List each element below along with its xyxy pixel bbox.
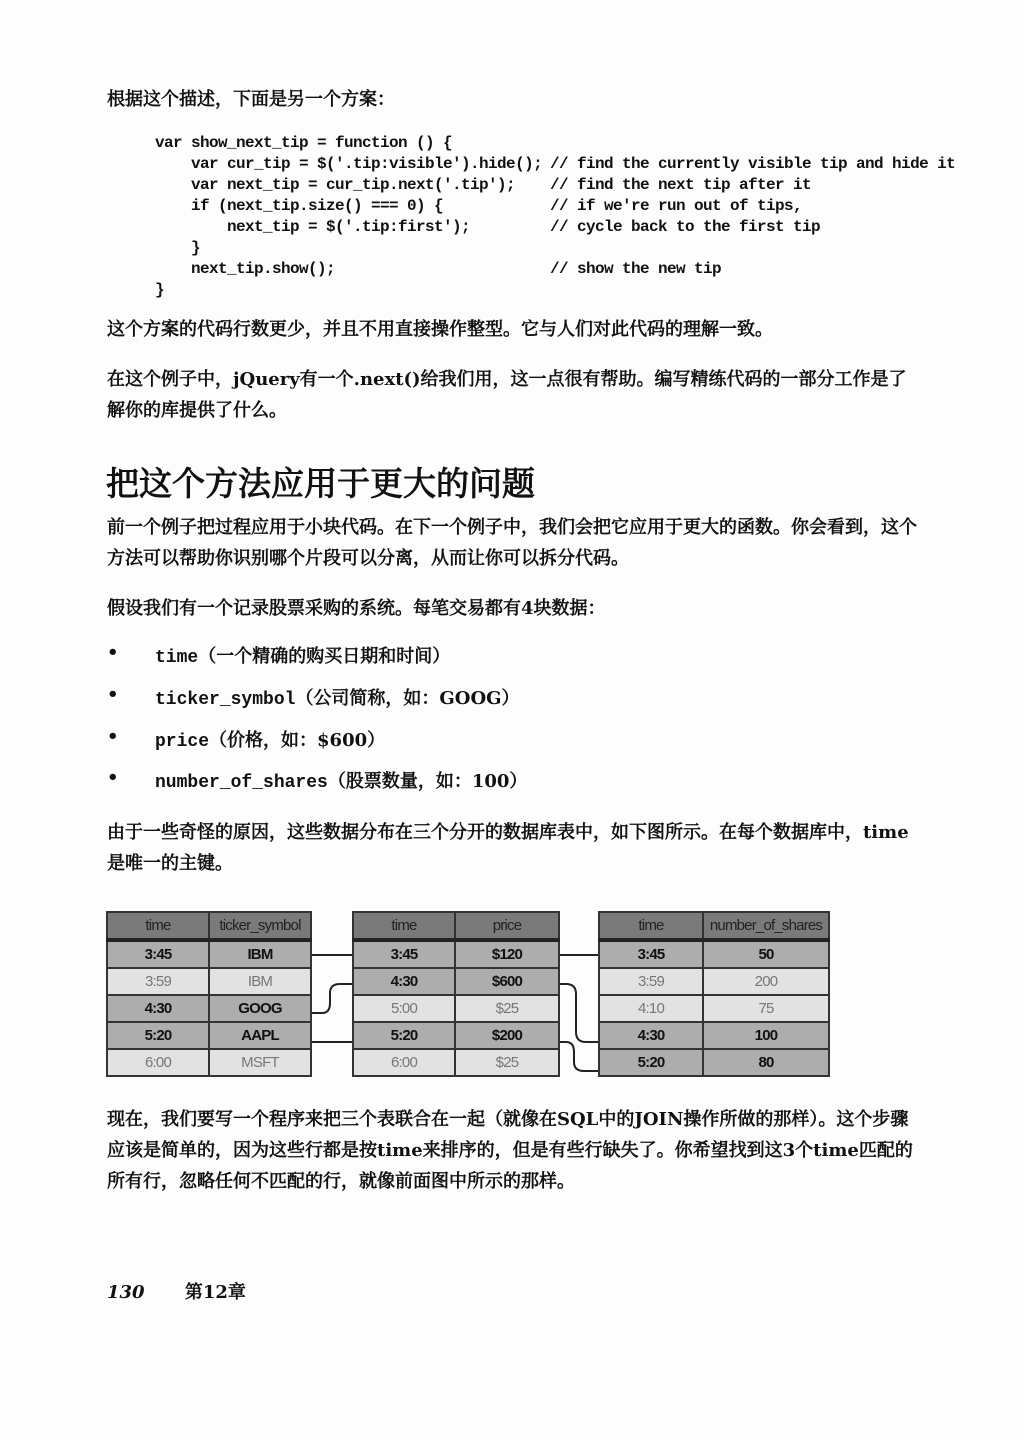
table-cell: $200 xyxy=(455,1022,559,1049)
column-header: time xyxy=(599,912,703,940)
table-cell: IBM xyxy=(209,940,311,968)
column-header: price xyxy=(455,912,559,940)
table-cell: $120 xyxy=(455,940,559,968)
code-text: next_tip = $('.tip:first'); xyxy=(155,218,471,236)
field-name: number_of_shares xyxy=(155,773,328,793)
field-description: （价格，如：$600） xyxy=(209,730,386,751)
bullet-icon: • xyxy=(107,767,119,788)
code-text: } xyxy=(155,239,201,257)
table-cell: AAPL xyxy=(209,1022,311,1049)
table-row xyxy=(353,940,559,968)
code-text: var cur_tip = $('.tip:visible').hide(); xyxy=(155,155,543,173)
table-cell: MSFT xyxy=(209,1049,311,1076)
column-header: ticker_symbol xyxy=(209,912,311,940)
table-cell: 3:45 xyxy=(353,940,455,968)
table-header xyxy=(599,912,829,940)
connector-line xyxy=(556,984,598,1042)
code-text: if (next_tip.size() === 0) { xyxy=(155,197,444,215)
connector-line xyxy=(308,984,352,1013)
table-cell: 75 xyxy=(703,995,829,1022)
table-cell: 4:10 xyxy=(599,995,703,1022)
connector-line xyxy=(556,1042,598,1071)
code-text: var next_tip = cur_tip.next('.tip'); xyxy=(155,176,516,194)
paragraph: 这个方案的代码行数更少，并且不用直接操作整型。它与人们对此代码的理解一致。 xyxy=(107,319,773,340)
paragraph: 在这个例子中，jQuery有一个.next()给我们用，这一点很有帮助。编写精练代码的一部分工作是了解你的库提供了什么。 xyxy=(107,369,907,421)
paragraph: 前一个例子把过程应用于小块代码。在下一个例子中，我们会把它应用于更大的函数。你会看到，这个方法可以帮助你识别哪个片段可以分离，从而让你可以拆分代码。 xyxy=(107,517,917,569)
table-row xyxy=(353,1049,559,1076)
field-name: price xyxy=(155,732,210,752)
table-cell: 4:30 xyxy=(107,995,209,1022)
field-name: time xyxy=(155,648,199,668)
code-comment: // if we're run out of tips, xyxy=(550,197,803,215)
table-row xyxy=(107,995,311,1022)
page-footer xyxy=(107,1278,246,1304)
data-table xyxy=(106,911,312,1077)
field-description: （公司简称，如：GOOG） xyxy=(295,688,520,709)
table-row xyxy=(599,995,829,1022)
paragraph: 由于一些奇怪的原因，这些数据分布在三个分开的数据库表中，如下图所示。在每个数据库中，time是唯一的主键。 xyxy=(107,822,909,874)
code-comment: // find the currently visible tip and hide it xyxy=(550,155,956,173)
table-row xyxy=(599,1022,829,1049)
table-cell: $25 xyxy=(455,1049,559,1076)
table-cell: $25 xyxy=(455,995,559,1022)
column-header: number_of_shares xyxy=(703,912,829,940)
table-cell: 3:59 xyxy=(599,968,703,995)
table-row xyxy=(107,1049,311,1076)
page-number: 130 xyxy=(107,1282,145,1303)
section-heading: 把这个方法应用于更大的问题 xyxy=(106,464,535,503)
table-cell: 3:59 xyxy=(107,968,209,995)
column-header: time xyxy=(107,912,209,940)
field-description: （一个精确的购买日期和时间） xyxy=(198,646,451,667)
bullet-icon: • xyxy=(107,684,119,705)
table-cell: IBM xyxy=(209,968,311,995)
code-comment: // cycle back to the first tip xyxy=(550,218,821,236)
table-cell: 6:00 xyxy=(353,1049,455,1076)
table-cell: 5:20 xyxy=(107,1022,209,1049)
paragraph: 假设我们有一个记录股票采购的系统。每笔交易都有4块数据： xyxy=(107,598,606,619)
table-header xyxy=(107,912,311,940)
table-row xyxy=(353,968,559,995)
table-cell: 4:30 xyxy=(353,968,455,995)
column-header: time xyxy=(353,912,455,940)
table-row xyxy=(353,1022,559,1049)
chapter-label: 第12章 xyxy=(184,1282,246,1303)
table-header xyxy=(353,912,559,940)
bullet-icon: • xyxy=(107,726,119,747)
code-text: next_tip.show(); xyxy=(155,260,336,278)
table-cell: GOOG xyxy=(209,995,311,1022)
data-table xyxy=(598,911,830,1077)
table-row xyxy=(599,1049,829,1076)
field-name: ticker_symbol xyxy=(155,690,296,710)
code-text: } xyxy=(155,281,165,299)
table-row xyxy=(599,968,829,995)
table-cell: 5:00 xyxy=(353,995,455,1022)
table-cell: 50 xyxy=(703,940,829,968)
data-table xyxy=(352,911,560,1077)
intro-text: 根据这个描述，下面是另一个方案： xyxy=(107,89,395,110)
table-row xyxy=(599,940,829,968)
table-row xyxy=(107,940,311,968)
table-cell: 5:20 xyxy=(599,1049,703,1076)
table-row xyxy=(107,968,311,995)
table-cell: 4:30 xyxy=(599,1022,703,1049)
table-cell: 3:45 xyxy=(599,940,703,968)
table-cell: 5:20 xyxy=(353,1022,455,1049)
table-cell: 3:45 xyxy=(107,940,209,968)
code-text: var show_next_tip = function () { xyxy=(155,134,453,152)
bullet-icon: • xyxy=(107,642,119,663)
table-cell: 80 xyxy=(703,1049,829,1076)
table-row xyxy=(353,995,559,1022)
table-cell: 100 xyxy=(703,1022,829,1049)
code-comment: // find the next tip after it xyxy=(550,176,812,194)
field-description: （股票数量，如：100） xyxy=(327,771,528,792)
table-cell: 6:00 xyxy=(107,1049,209,1076)
paragraph: 现在，我们要写一个程序来把三个表联合在一起（就像在SQL中的JOIN操作所做的那样）。这个步骤应该是简单的，因为这些行都是按time来排序的，但是有些行缺失了。你希望找到这3个time匹配的所有行，忽略任何不匹配的行，就像前面图中所示的那样。 xyxy=(107,1109,913,1192)
table-cell: $600 xyxy=(455,968,559,995)
code-comment: // show the new tip xyxy=(550,260,722,278)
table-row xyxy=(107,1022,311,1049)
table-cell: 200 xyxy=(703,968,829,995)
